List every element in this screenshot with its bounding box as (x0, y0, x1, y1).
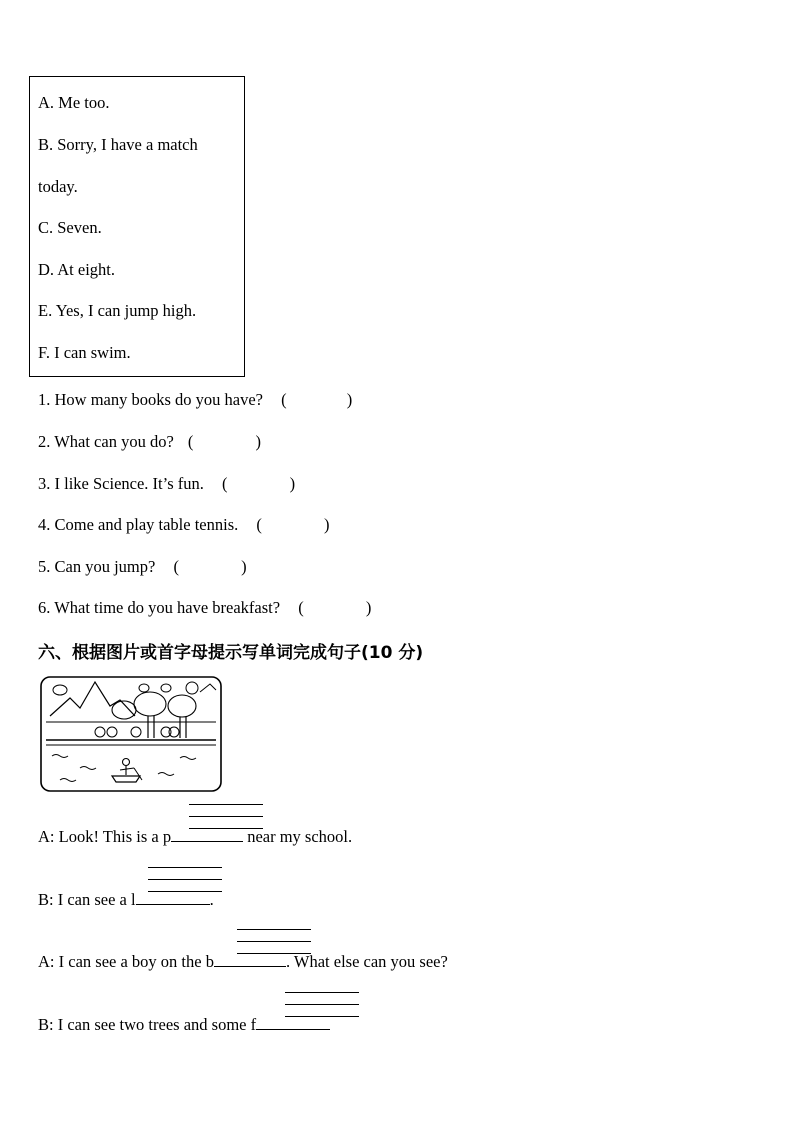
dialogue-line-3 (38, 952, 448, 972)
option-a: A. Me too. (38, 93, 110, 112)
option-b-continued: today. (38, 177, 78, 196)
answer-paren-close: ) (241, 557, 247, 576)
question-5 (38, 557, 247, 577)
answer-paren-open: ( (173, 557, 179, 576)
question-text: 5. Can you jump? (38, 557, 156, 576)
dialogue-text-before: B: I can see a l (38, 890, 136, 909)
option-b: B. Sorry, I have a match (38, 135, 198, 154)
answer-blank-1[interactable] (171, 840, 243, 842)
answer-blank-2[interactable] (136, 903, 210, 905)
dialogue-line-1 (38, 827, 352, 847)
question-3 (38, 474, 295, 494)
answer-paren-open: ( (281, 390, 287, 409)
question-4 (38, 515, 330, 535)
dialogue-text-before: B: I can see two trees and some f (38, 1015, 257, 1034)
answer-paren-close: ) (365, 598, 372, 617)
answer-paren-open: ( (187, 432, 194, 451)
question-text: 1. How many books do you have? (38, 390, 264, 409)
park-scene-illustration (40, 676, 222, 792)
question-1 (38, 390, 352, 410)
answer-paren-close: ) (324, 515, 330, 534)
answer-options-box (29, 76, 245, 377)
dialogue-text-before: A: Look! This is a p (38, 827, 172, 846)
answer-paren-open: ( (298, 598, 304, 617)
answer-paren-close: ) (289, 474, 296, 493)
question-text: 3. I like Science. It’s fun. (38, 474, 204, 493)
answer-blank-4[interactable] (256, 1028, 330, 1030)
dialogue-text-after: . (209, 890, 214, 909)
answer-paren-close: ) (346, 390, 353, 409)
question-text: 2. What can you do? (38, 432, 174, 451)
section-title: 六、根据图片或首字母提示写单词完成句子(10 分) (38, 643, 424, 663)
answer-paren-close: ) (255, 432, 262, 451)
dialogue-text-after: near my school. (243, 827, 353, 846)
answer-paren-open: ( (222, 474, 228, 493)
question-6 (38, 598, 371, 618)
dialogue-text-before: A: I can see a boy on the b (38, 952, 214, 971)
option-e: E. Yes, I can jump high. (38, 301, 197, 320)
dialogue-line-2 (38, 890, 214, 910)
option-d: D. At eight. (38, 260, 115, 279)
question-text: 6. What time do you have breakfast? (38, 598, 281, 617)
question-text: 4. Come and play table tennis. (38, 515, 239, 534)
answer-paren-open: ( (256, 515, 262, 534)
question-2 (38, 432, 261, 452)
answer-blank-3[interactable] (214, 965, 286, 967)
dialogue-line-4 (38, 1015, 330, 1035)
dialogue-text-after: . What else can you see? (285, 952, 448, 971)
option-f: F. I can swim. (38, 343, 131, 362)
option-c: C. Seven. (38, 218, 102, 237)
